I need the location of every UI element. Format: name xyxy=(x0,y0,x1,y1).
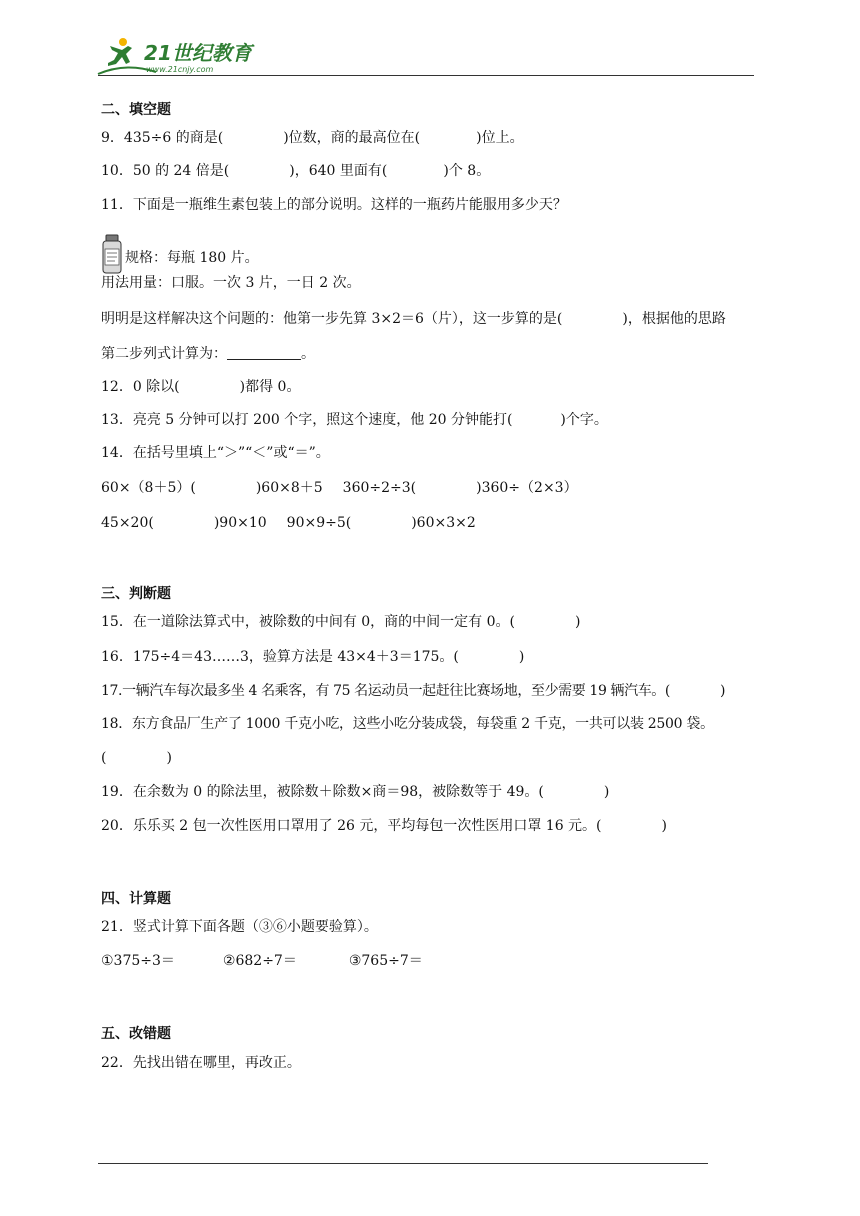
question-16: 16．175÷4＝43……3，验算方法是 43×4＋3＝175。( ) xyxy=(101,649,525,665)
question-11-stem: 11．下面是一瓶维生素包装上的部分说明。这样的一瓶药片能服用多少天？ xyxy=(101,197,567,213)
question-18: 18．东方食品厂生产了 1000 千克小吃，这些小吃分装成袋，每袋重 2 千克，一共可以装 2500 袋。 xyxy=(101,716,714,732)
footer-divider xyxy=(98,1163,708,1164)
question-14-row2: 45×20( )90×10 90×9÷5( )60×3×2 xyxy=(101,515,476,531)
answer-underline[interactable] xyxy=(227,346,301,360)
section-title-fill: 二、填空题 xyxy=(101,102,171,118)
question-11-line1: 明明是这样解决这个问题的：他第一步先算 3×2＝6（片），这一步算的是( )，根据他的思路 xyxy=(101,311,726,327)
problem-1: ①375÷3＝ xyxy=(101,953,175,969)
question-11-line2: 第二步列式计算为： 。 xyxy=(101,346,315,362)
problem-3: ③765÷7＝ xyxy=(348,953,423,969)
site-logo xyxy=(96,34,266,78)
question-12: 12．0 除以( )都得 0。 xyxy=(101,379,301,395)
question-22-stem: 22．先找出错在哪里，再改正。 xyxy=(101,1055,301,1071)
question-10: 10．50 的 24 倍是( )，640 里面有( )个 8。 xyxy=(101,163,491,179)
section-title-calc: 四、计算题 xyxy=(101,891,171,907)
question-21-problems xyxy=(101,952,423,970)
header-divider xyxy=(98,75,754,76)
question-21-stem: 21．竖式计算下面各题（③⑥小题要验算）。 xyxy=(101,919,378,935)
question-18-answer: ( ) xyxy=(101,750,172,766)
question-9: 9．435÷6 的商是( )位数，商的最高位在( )位上。 xyxy=(101,130,524,146)
medicine-bottle-icon xyxy=(101,234,123,274)
question-15: 15．在一道除法算式中，被除数的中间有 0，商的中间一定有 0。( ) xyxy=(101,614,581,630)
section-title-judge: 三、判断题 xyxy=(101,586,171,602)
question-19: 19．在余数为 0 的除法里，被除数＋除数×商＝98，被除数等于 49。( ) xyxy=(101,784,610,800)
question-11-usage: 用法用量：口服。一次 3 片，一日 2 次。 xyxy=(101,275,361,291)
logo-sub-text: www.21cnjy.com xyxy=(146,65,214,74)
question-11-spec: 规格：每瓶 180 片。 xyxy=(101,234,259,274)
question-17: 17.一辆汽车每次最多坐 4 名乘客，有 75 名运动员一起赶往比赛场地，至少需要 19 辆汽车。( ) xyxy=(101,683,726,699)
question-14-stem: 14．在括号里填上“＞”“＜”或“＝”。 xyxy=(101,445,330,461)
problem-2: ②682÷7＝ xyxy=(222,953,297,969)
question-13: 13．亮亮 5 分钟可以打 200 个字，照这个速度，他 20 分钟能打( )个字。 xyxy=(101,412,608,428)
logo-main-text: 21世纪教育 xyxy=(144,41,252,65)
question-20: 20．乐乐买 2 包一次性医用口罩用了 26 元，平均每包一次性医用口罩 16 元。( ) xyxy=(101,818,667,834)
section-title-fix: 五、改错题 xyxy=(101,1026,171,1042)
question-14-row1: 60×（8＋5）( )60×8＋5 360÷2÷3( )360÷（2×3） xyxy=(101,480,578,496)
